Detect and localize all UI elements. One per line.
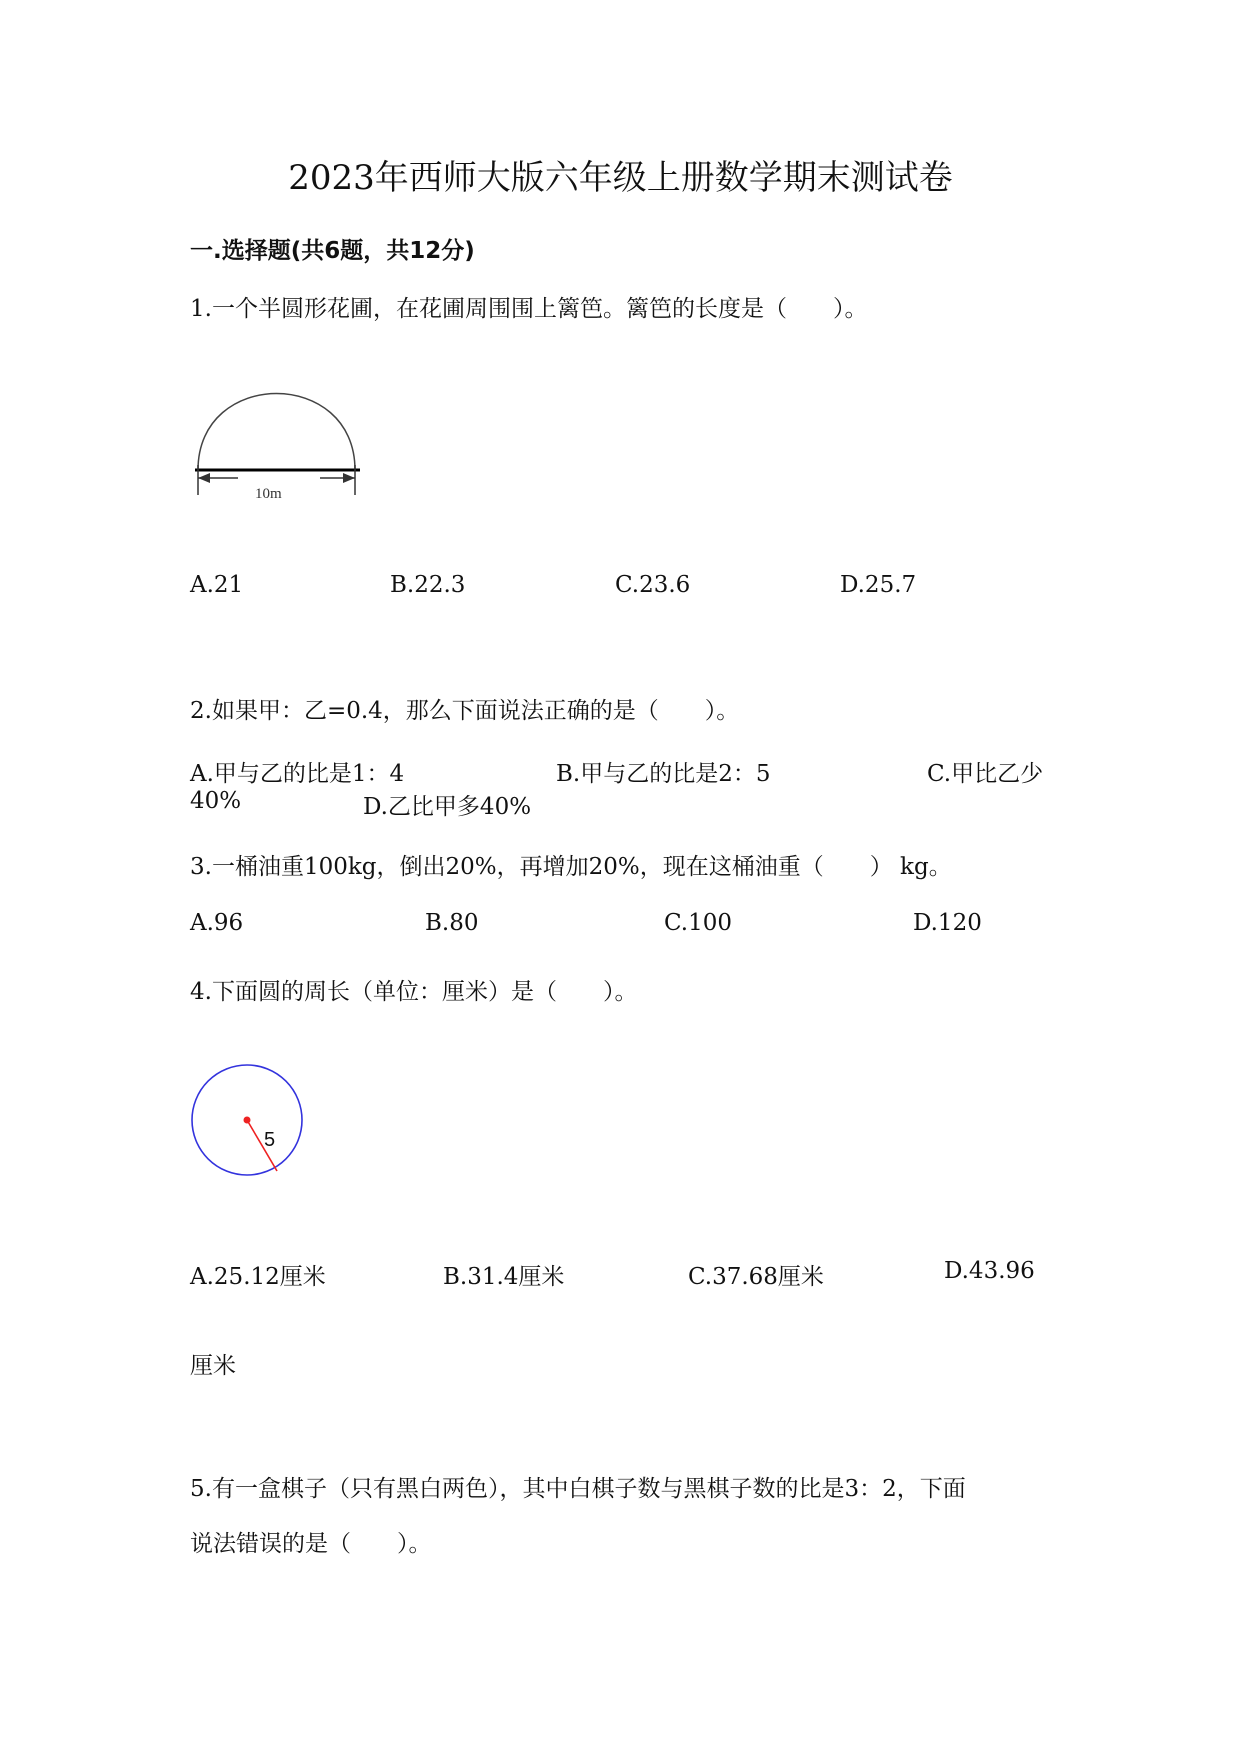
semicircle-figure [190, 380, 370, 510]
semicircle-arc [198, 394, 355, 471]
question-2-option-c-continued: 40% [190, 788, 242, 814]
question-4-stem: 4.下面圆的周长（单位：厘米）是（ ）。 [190, 979, 638, 1005]
question-3-option-d[interactable]: D.120 [913, 910, 982, 936]
question-2-stem: 2.如果甲：乙=0.4，那么下面说法正确的是（ ）。 [190, 698, 740, 724]
question-2-option-d[interactable]: D.乙比甲多40% [363, 794, 532, 820]
question-4-option-a[interactable]: A.25.12厘米 [190, 1264, 326, 1290]
question-4-option-d-continued: 厘米 [190, 1353, 236, 1379]
semicircle-label: 10m [255, 486, 282, 502]
question-5-stem-line-2: 说法错误的是（ ）。 [190, 1531, 432, 1557]
question-1-option-a[interactable]: A.21 [190, 572, 244, 598]
question-1-stem: 1.一个半圆形花圃，在花圃周围围上篱笆。篱笆的长度是（ ）。 [190, 296, 868, 322]
question-2-option-b[interactable]: B.甲与乙的比是2：5 [556, 761, 771, 787]
question-2-option-a[interactable]: A.甲与乙的比是1：4 [190, 761, 405, 787]
question-4-option-d[interactable]: D.43.96 [944, 1258, 1035, 1284]
section-heading: 一.选择题(共6题，共12分) [190, 238, 475, 264]
question-3-option-c[interactable]: C.100 [664, 910, 732, 936]
question-1-option-b[interactable]: B.22.3 [390, 572, 466, 598]
question-1-option-d[interactable]: D.25.7 [840, 572, 917, 598]
arrow-left-icon [198, 473, 210, 483]
arrow-right-icon [343, 473, 355, 483]
question-3-option-a[interactable]: A.96 [190, 910, 244, 936]
question-1-option-c[interactable]: C.23.6 [615, 572, 691, 598]
radius-label: 5 [264, 1129, 276, 1151]
question-4-option-b[interactable]: B.31.4厘米 [443, 1264, 565, 1290]
question-4-option-c[interactable]: C.37.68厘米 [688, 1264, 824, 1290]
question-3-option-b[interactable]: B.80 [425, 910, 479, 936]
question-5-stem-line-1: 5.有一盒棋子（只有黑白两色），其中白棋子数与黑棋子数的比是3：2，下面 [190, 1476, 966, 1502]
question-3-stem: 3.一桶油重100kg，倒出20%，再增加20%，现在这桶油重（ ） kg。 [190, 854, 952, 880]
question-2-option-c[interactable]: C.甲比乙少 [927, 761, 1044, 787]
circle-figure [190, 1063, 310, 1183]
page-title: 2023年西师大版六年级上册数学期末测试卷 [288, 158, 953, 198]
circle-center-dot [244, 1117, 251, 1124]
